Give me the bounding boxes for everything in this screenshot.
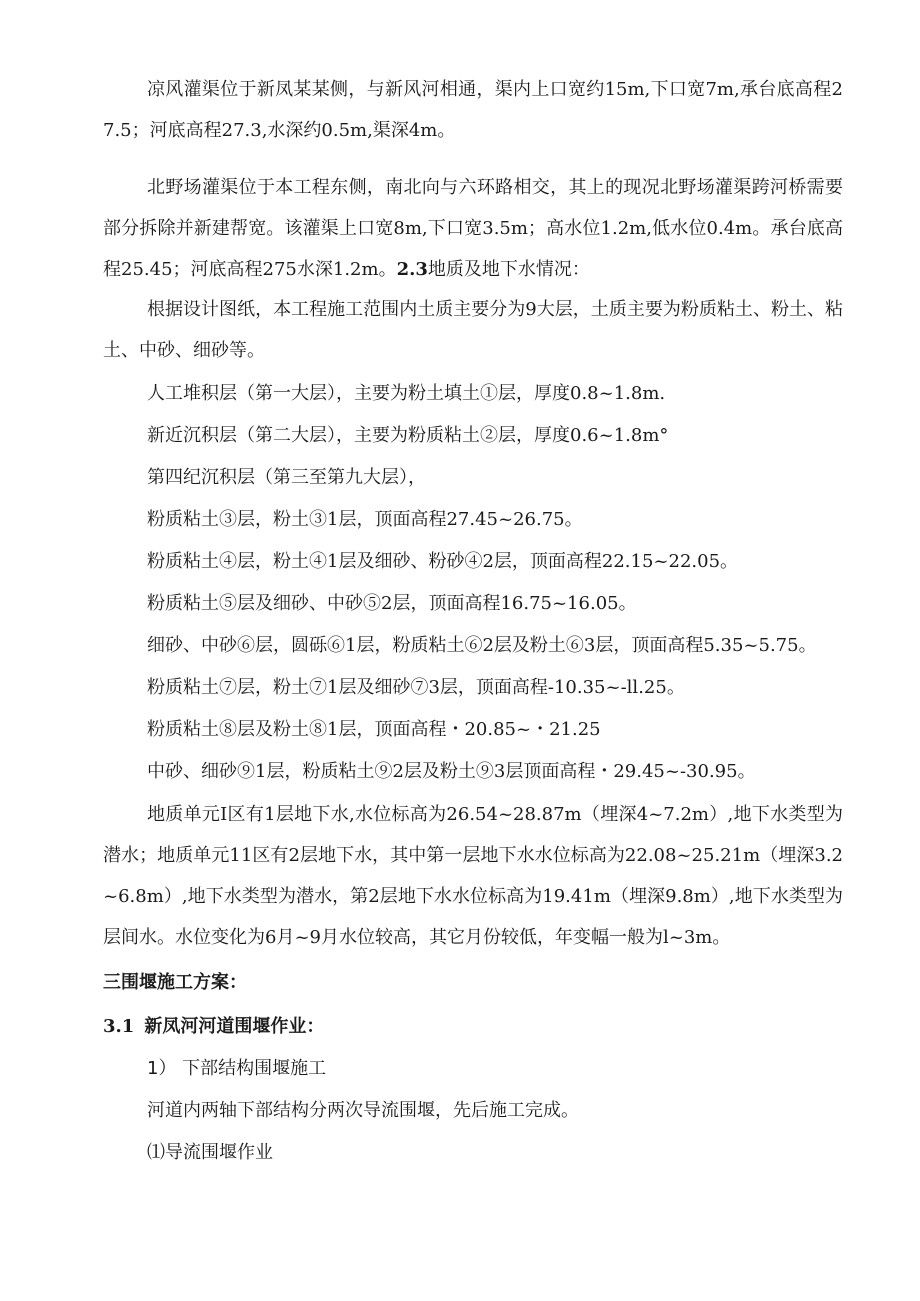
subheading-diversion-cofferdam: ⑴导流围堰作业	[147, 1142, 273, 1163]
section-number-3-1: 3.1	[103, 1016, 135, 1037]
paragraph-soil-overview: 根据设计图纸，本工程施工范围内土质主要分为9大层，土质主要为粉质粘土、粉土、粘土、中砂、细砂等。	[103, 299, 843, 361]
layer-item-5: 粉质粘土④层，粉土④1层及细砂、粉砂④2层，顶面高程22.15~22.05。	[147, 551, 739, 572]
section-heading-3-1	[103, 1006, 324, 1047]
subheading-lower-structure: 1） 下部结构围堰施工	[147, 1058, 327, 1079]
section-heading-3: 三围堰施工方案：	[103, 972, 247, 993]
paragraph-liangfeng-canal: 凉风灌渠位于新凤某某侧，与新风河相通，渠内上口宽约15m,下口宽7m,承台底高程27.5；河底高程27.3,水深约0.5m,渠深4m。	[103, 79, 843, 141]
paragraph-beiyechang-text: 北野场灌渠位于本工程东侧，南北向与六环路相交，其上的现况北野场灌渠跨河桥需要部分拆除并新建帮宽。该灌渠上口宽8m,下口宽3.5m；高水位1.2m,低水位0.4m。承台底高程25.45；河底高程275水深1.2m。	[103, 177, 843, 280]
layer-item-7: 细砂、中砂⑥层，圆砾⑥1层，粉质粘土⑥2层及粉土⑥3层，顶面高程5.35~5.75。	[147, 635, 817, 656]
layer-item-1: 人工堆积层（第一大层），主要为粉土填土①层，厚度0.8~1.8m.	[147, 383, 666, 404]
layer-item-10: 中砂、细砂⑨1层，粉质粘土⑨2层及粉土⑨3层顶面高程・29.45~-30.95。	[147, 761, 756, 782]
layer-item-9: 粉质粘土⑧层及粉土⑧1层，顶面高程・20.85~・21.25	[147, 719, 601, 740]
layer-item-8: 粉质粘土⑦层，粉土⑦1层及细砂⑦3层，顶面高程-10.35~-ll.25。	[147, 677, 685, 698]
section-number-2-3: 2.3	[396, 259, 428, 280]
paragraph-groundwater: 地质单元I区有1层地下水,水位标高为26.54~28.87m（埋深4~7.2m）,地下水类型为潜水；地质单元11区有2层地下水，其中第一层地下水水位标高为22.08~25.21m（埋深3.2~6.8m）,地下水类型为潜水，第2层地下水水位标高为19.41m（埋深9.8m）,地下水类型为层间水。水位变化为6月~9月水位较高，其它月份较低，年变幅一般为l~3m。	[103, 804, 843, 948]
layer-item-6: 粉质粘土⑤层及细砂、中砂⑤2层，顶面高程16.75~16.05。	[147, 593, 637, 614]
layer-item-2: 新近沉积层（第二大层），主要为粉质粘土②层，厚度0.6~1.8m°	[147, 425, 669, 446]
layer-item-3: 第四纪沉积层（第三至第九大层），	[147, 467, 426, 488]
paragraph-beiyechang-canal	[103, 167, 843, 290]
paragraph-river-cofferdam: 河道内两轴下部结构分两次导流围堰，先后施工完成。	[147, 1100, 579, 1121]
section-title-3-1: 新凤河河道围堰作业：	[144, 1016, 325, 1037]
layer-item-4: 粉质粘土③层，粉土③1层，顶面高程27.45~26.75。	[147, 509, 583, 530]
section-title-geology: 地质及地下水情况：	[427, 259, 590, 280]
